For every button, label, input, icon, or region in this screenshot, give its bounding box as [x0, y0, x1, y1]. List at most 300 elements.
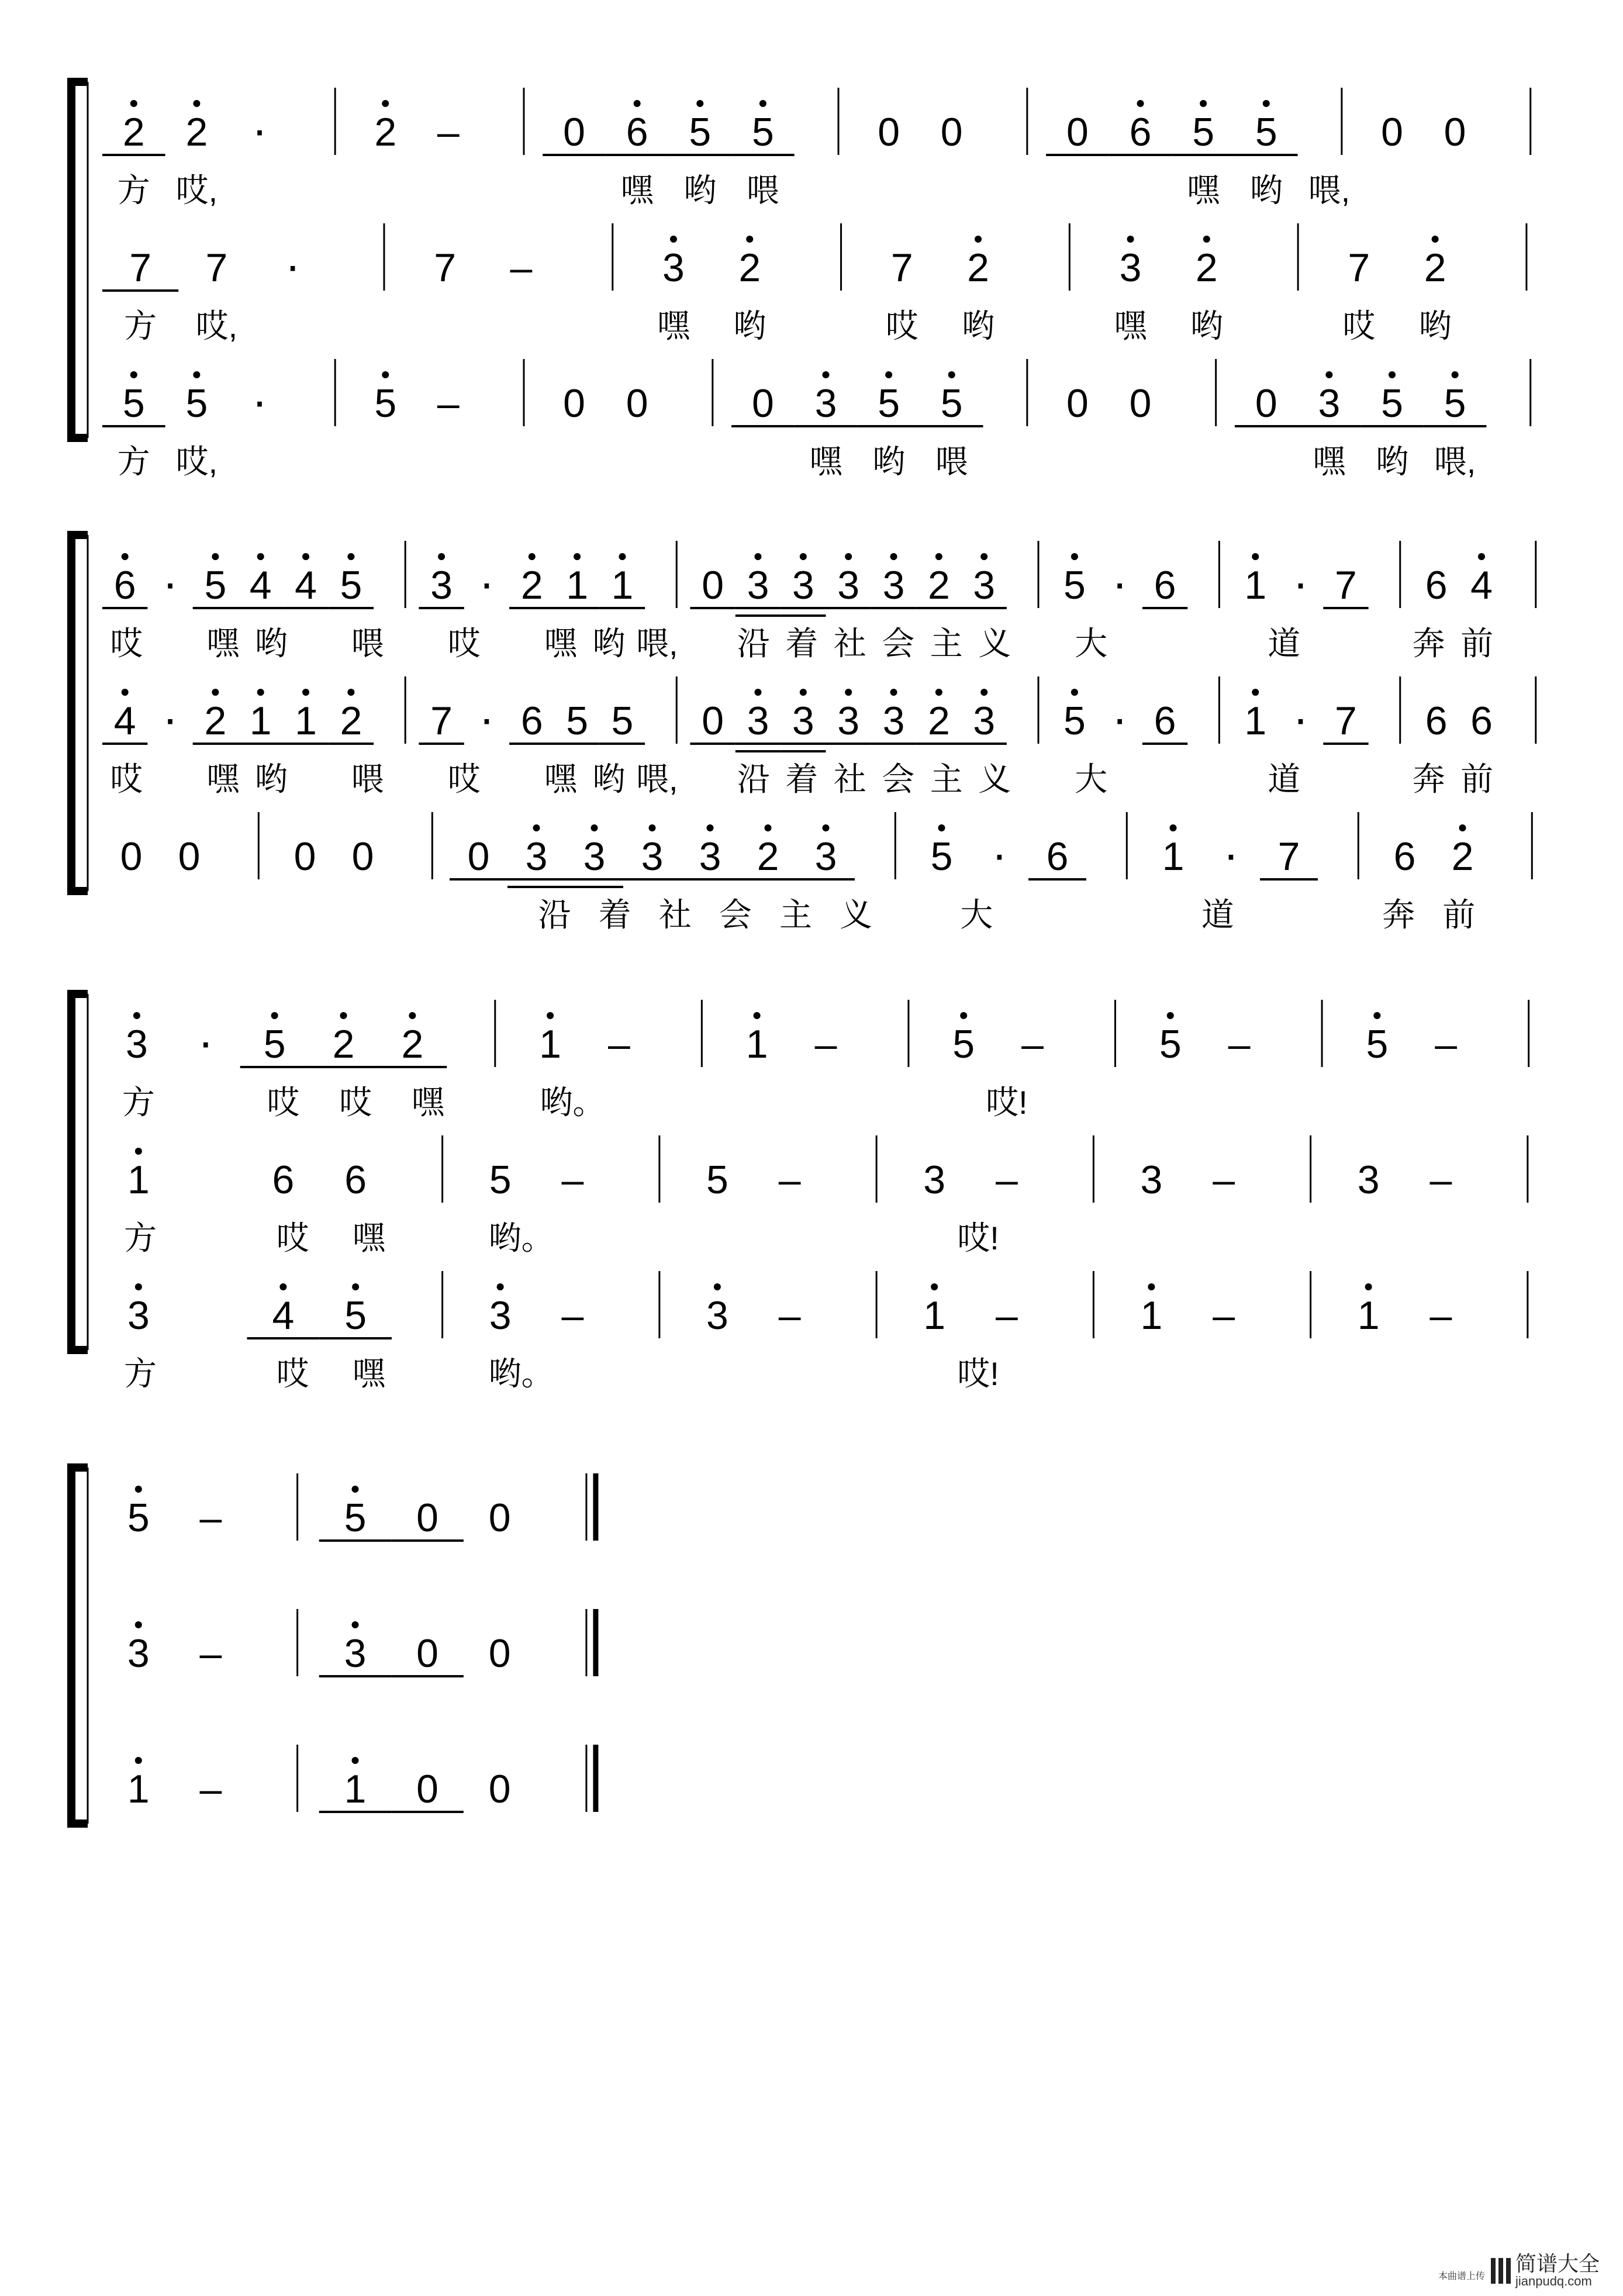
- dash-extension: –: [199, 1631, 222, 1676]
- octave-dot: [634, 100, 641, 107]
- lyric: 社: [833, 625, 866, 662]
- octave-dot: [1373, 1012, 1380, 1019]
- upload-note: 本曲谱上传: [1438, 2271, 1485, 2281]
- staff-1: [102, 541, 1536, 662]
- note: 5: [1063, 699, 1086, 743]
- octave-dot: [1478, 553, 1485, 560]
- octave-dot: [1203, 236, 1210, 243]
- lyric: 会: [719, 896, 752, 933]
- octave-dot: [935, 689, 942, 696]
- note: 5: [185, 381, 208, 426]
- note: 3: [973, 699, 996, 743]
- note: 1: [611, 563, 634, 607]
- lyric: 大: [1075, 625, 1108, 662]
- lyric: 哟: [1249, 172, 1283, 209]
- note: 5: [127, 1496, 150, 1540]
- staff-2: [102, 676, 1536, 797]
- lyric: 哟: [254, 761, 288, 797]
- lyric: 哟: [592, 761, 626, 797]
- lyric: 哎: [110, 761, 143, 797]
- octave-dot: [1263, 100, 1270, 107]
- octave-dot: [759, 100, 766, 107]
- lyric: 嘿: [411, 1084, 444, 1121]
- note: 3: [837, 699, 860, 743]
- note: 6: [1425, 563, 1448, 607]
- octave-dot: [1365, 1283, 1372, 1290]
- lyric: 主: [930, 625, 963, 662]
- lyric: 哟: [1190, 308, 1223, 344]
- octave-dot: [122, 689, 129, 696]
- note: 5: [204, 563, 227, 607]
- octave-dot: [135, 1283, 142, 1290]
- octave-dot: [347, 689, 354, 696]
- octave-dot: [1200, 100, 1207, 107]
- octave-dot: [352, 1757, 359, 1764]
- dot-extension: ·: [162, 557, 178, 609]
- octave-dot: [800, 689, 807, 696]
- note: 0: [416, 1631, 438, 1676]
- lyric: 哟: [1418, 308, 1452, 344]
- note: 5: [263, 1022, 286, 1066]
- lyric: 前: [1460, 761, 1494, 797]
- note: 3: [837, 563, 860, 607]
- note: 2: [340, 699, 362, 743]
- octave-dot: [649, 824, 656, 831]
- octave-dot: [352, 1486, 359, 1493]
- note: 2: [927, 699, 950, 743]
- lyric: 哟。: [540, 1084, 606, 1121]
- octave-dot: [1137, 100, 1144, 107]
- lyric: 喂,: [1434, 443, 1476, 480]
- note: 3: [882, 699, 905, 743]
- note: 6: [272, 1158, 295, 1202]
- octave-dot: [938, 824, 945, 831]
- lyric: 哎: [1342, 308, 1376, 344]
- note: 6: [520, 699, 543, 743]
- note: 4: [272, 1293, 295, 1338]
- system-bracket: [71, 535, 88, 891]
- lyric: 主: [930, 761, 963, 797]
- lyric: 哎: [339, 1084, 372, 1121]
- note: 0: [488, 1496, 511, 1540]
- note: 6: [1154, 563, 1176, 607]
- note: 6: [344, 1158, 367, 1202]
- dash-extension: –: [1021, 1022, 1044, 1066]
- note: 1: [344, 1767, 367, 1811]
- note: 1: [249, 699, 272, 743]
- lyric: 方: [124, 1355, 157, 1392]
- lyric: 喂: [935, 443, 968, 480]
- lyric: 着: [785, 625, 819, 662]
- staff-3: [102, 359, 1531, 480]
- octave-dot: [1170, 824, 1177, 831]
- octave-dot: [302, 553, 309, 560]
- note: 4: [113, 699, 136, 743]
- lyric: 着: [598, 896, 631, 933]
- note: 3: [1119, 246, 1142, 290]
- dot-extension: ·: [1293, 692, 1308, 744]
- note: 0: [1381, 110, 1403, 154]
- note: 3: [1140, 1158, 1163, 1202]
- note: 3: [747, 563, 769, 607]
- dash-extension: –: [437, 110, 460, 154]
- note: 5: [1159, 1022, 1182, 1066]
- note: 7: [434, 246, 457, 290]
- dash-extension: –: [1228, 1022, 1251, 1066]
- lyric: 主: [779, 896, 812, 933]
- note: 3: [430, 563, 453, 607]
- octave-dot: [619, 553, 626, 560]
- note: 3: [706, 1293, 728, 1338]
- lyric: 嘿: [1114, 308, 1147, 344]
- note: 6: [1046, 834, 1069, 879]
- note: 3: [792, 563, 814, 607]
- dash-extension: –: [1429, 1293, 1452, 1338]
- staff-3: [120, 812, 1532, 933]
- lyric: 哟: [962, 308, 995, 344]
- note: 0: [488, 1767, 511, 1811]
- note: 0: [1129, 381, 1152, 426]
- octave-dot: [279, 1283, 286, 1290]
- octave-dot: [975, 236, 982, 243]
- lyric: 嘿: [1313, 443, 1346, 480]
- note: 6: [1393, 834, 1416, 879]
- lyric: 嘿: [657, 308, 690, 344]
- lyric: 社: [833, 761, 866, 797]
- octave-dot: [707, 824, 714, 831]
- note: 1: [295, 699, 317, 743]
- staff-3: [127, 1745, 596, 1812]
- note: 7: [205, 246, 228, 290]
- note: 2: [967, 246, 989, 290]
- lyric: 哎: [885, 308, 918, 344]
- note: 0: [416, 1767, 438, 1811]
- lyric: 喂: [351, 761, 384, 797]
- dot-extension: ·: [198, 1016, 214, 1068]
- dash-extension: –: [1435, 1022, 1458, 1066]
- note: 7: [1335, 699, 1357, 743]
- octave-dot: [890, 689, 897, 696]
- octave-dot: [1071, 689, 1078, 696]
- dot-extension: ·: [251, 375, 268, 427]
- note: 3: [973, 563, 996, 607]
- dot-extension: ·: [1293, 557, 1308, 609]
- lyric: 义: [840, 896, 873, 933]
- dot-extension: ·: [251, 103, 268, 156]
- octave-dot: [302, 689, 309, 696]
- note: 0: [120, 834, 143, 879]
- octave-dot: [122, 553, 129, 560]
- note: 0: [178, 834, 201, 879]
- note: 2: [1451, 834, 1474, 879]
- note: 3: [699, 834, 721, 879]
- note: 1: [539, 1022, 561, 1066]
- note: 3: [814, 834, 837, 879]
- note: 2: [927, 563, 950, 607]
- octave-dot: [382, 100, 389, 107]
- note: 3: [1357, 1158, 1380, 1202]
- note: 0: [416, 1496, 438, 1540]
- site-logo[interactable]: [1491, 2254, 1600, 2288]
- lyric: 前: [1442, 896, 1476, 933]
- octave-dot: [1389, 371, 1396, 378]
- octave-dot: [714, 1283, 721, 1290]
- system-bracket: [71, 994, 88, 1350]
- octave-dot: [352, 1621, 359, 1628]
- note: 2: [204, 699, 227, 743]
- note: 5: [751, 110, 774, 154]
- lyric: 奔: [1412, 761, 1445, 797]
- staff-2: [127, 1609, 596, 1676]
- octave-dot: [130, 100, 137, 107]
- lyric: 道: [1201, 896, 1234, 933]
- lyric: 嘿: [544, 625, 577, 662]
- dash-extension: –: [1429, 1158, 1452, 1202]
- lyric: 哎: [447, 625, 481, 662]
- octave-dot: [340, 1012, 347, 1019]
- note: 3: [525, 834, 548, 879]
- note: 5: [1255, 110, 1277, 154]
- note: 1: [1357, 1293, 1380, 1338]
- note: 5: [374, 381, 397, 426]
- lyric: 喂,: [636, 625, 678, 662]
- staff-2: [102, 223, 1527, 344]
- note: 5: [566, 699, 589, 743]
- octave-dot: [823, 824, 830, 831]
- lyric: 喂: [351, 625, 384, 662]
- note: 3: [662, 246, 685, 290]
- note: 5: [689, 110, 712, 154]
- octave-dot: [948, 371, 955, 378]
- note: 2: [401, 1022, 424, 1066]
- note: 3: [882, 563, 905, 607]
- note: 3: [1318, 381, 1341, 426]
- note: 3: [344, 1631, 367, 1676]
- note: 2: [520, 563, 543, 607]
- octave-dot: [800, 553, 807, 560]
- note: 3: [126, 1022, 148, 1066]
- octave-dot: [1252, 553, 1259, 560]
- octave-dot: [347, 553, 354, 560]
- lyric: 嘿: [206, 761, 240, 797]
- staff-1: [102, 88, 1531, 209]
- octave-dot: [547, 1012, 554, 1019]
- note: 6: [1129, 110, 1152, 154]
- note: 0: [940, 110, 963, 154]
- note: 7: [1335, 563, 1357, 607]
- note: 5: [340, 563, 362, 607]
- octave-dot: [746, 236, 753, 243]
- octave-dot: [257, 553, 264, 560]
- note: 0: [1255, 381, 1277, 426]
- note: 5: [344, 1496, 367, 1540]
- note: 5: [1366, 1022, 1389, 1066]
- dash-extension: –: [778, 1158, 801, 1202]
- lyric: 嘿: [809, 443, 842, 480]
- lyric: 社: [658, 896, 692, 933]
- note: 2: [757, 834, 779, 879]
- lyric: 方: [124, 1220, 157, 1256]
- lyric: 嘿: [352, 1220, 385, 1256]
- octave-dot: [212, 689, 219, 696]
- note: 2: [374, 110, 397, 154]
- dash-extension: –: [995, 1293, 1018, 1338]
- note: 7: [1277, 834, 1300, 879]
- lyric: 奔: [1412, 625, 1445, 662]
- note: 0: [702, 699, 724, 743]
- note: 3: [792, 699, 814, 743]
- lyric: 前: [1460, 625, 1494, 662]
- lyric: 哟。: [488, 1355, 554, 1392]
- system-bracket: [71, 1468, 88, 1824]
- octave-dot: [193, 100, 200, 107]
- note: 0: [751, 381, 774, 426]
- octave-dot: [1325, 371, 1332, 378]
- octave-dot: [1127, 236, 1134, 243]
- note: 3: [814, 381, 837, 426]
- lyric: 哎!: [986, 1084, 1028, 1121]
- octave-dot: [497, 1283, 504, 1290]
- lyric: 哎: [276, 1220, 309, 1256]
- lyric: 哎: [110, 625, 143, 662]
- lyric: 会: [882, 625, 915, 662]
- octave-dot: [193, 371, 200, 378]
- note: 1: [127, 1158, 150, 1202]
- dot-extension: ·: [479, 692, 495, 744]
- octave-dot: [438, 553, 445, 560]
- note: 5: [1444, 381, 1466, 426]
- note: 0: [563, 381, 585, 426]
- note: 3: [923, 1158, 946, 1202]
- octave-dot: [765, 824, 772, 831]
- lyric: 大: [1075, 761, 1108, 797]
- lyric: 义: [978, 761, 1011, 797]
- note: 5: [1381, 381, 1403, 426]
- lyric: 义: [978, 625, 1011, 662]
- lyric: 哎: [276, 1355, 309, 1392]
- octave-dot: [271, 1012, 278, 1019]
- lyric: 道: [1268, 761, 1301, 797]
- staff-1: [122, 1000, 1529, 1121]
- dash-extension: –: [199, 1496, 222, 1540]
- lyric: 方: [117, 443, 150, 480]
- note: 7: [890, 246, 913, 290]
- note: 5: [940, 381, 963, 426]
- dot-extension: ·: [1223, 828, 1239, 880]
- octave-dot: [1432, 236, 1439, 243]
- note: 6: [1154, 699, 1176, 743]
- lyric: 方: [124, 308, 157, 344]
- octave-dot: [135, 1148, 142, 1155]
- dash-extension: –: [199, 1767, 222, 1811]
- note: 1: [745, 1022, 768, 1066]
- lyric: 哟: [872, 443, 906, 480]
- note: 2: [185, 110, 208, 154]
- dot-extension: ·: [1111, 557, 1128, 609]
- note: 2: [1195, 246, 1218, 290]
- note: 0: [626, 381, 648, 426]
- dot-extension: ·: [285, 239, 301, 291]
- octave-dot: [257, 689, 264, 696]
- octave-dot: [130, 371, 137, 378]
- note: 5: [1063, 563, 1086, 607]
- lyric: 哎,: [175, 443, 218, 480]
- lyric: 嘿: [1187, 172, 1220, 209]
- lyric: 哟: [254, 625, 288, 662]
- lyric: 嘿: [544, 761, 577, 797]
- dash-extension: –: [561, 1158, 584, 1202]
- lyric: 哟: [592, 625, 626, 662]
- octave-dot: [845, 689, 852, 696]
- lyric: 奔: [1382, 896, 1415, 933]
- dash-extension: –: [1213, 1293, 1235, 1338]
- staff-3: [124, 1271, 1528, 1392]
- system-bracket: [71, 82, 88, 438]
- octave-dot: [135, 1757, 142, 1764]
- note: 7: [430, 699, 453, 743]
- octave-dot: [823, 371, 830, 378]
- note: 7: [1348, 246, 1370, 290]
- note: 1: [1244, 699, 1267, 743]
- note: 0: [1066, 381, 1089, 426]
- note: 6: [113, 563, 136, 607]
- lyric: 哎,: [195, 308, 238, 344]
- staff-2: [124, 1135, 1528, 1256]
- note: 5: [930, 834, 953, 879]
- dash-extension: –: [437, 381, 460, 426]
- note: 0: [293, 834, 316, 879]
- lyric: 喂,: [636, 761, 678, 797]
- note: 6: [1425, 699, 1448, 743]
- note: 6: [1470, 699, 1493, 743]
- octave-dot: [409, 1012, 416, 1019]
- lyric: 哎,: [175, 172, 218, 209]
- dash-extension: –: [778, 1293, 801, 1338]
- note: 1: [566, 563, 589, 607]
- note: 2: [122, 110, 145, 154]
- lyric: 大: [960, 896, 993, 933]
- octave-dot: [1459, 824, 1466, 831]
- note: 1: [1162, 834, 1185, 879]
- lyric: 哎: [447, 761, 481, 797]
- note: 5: [878, 381, 900, 426]
- note: 2: [1424, 246, 1446, 290]
- octave-dot: [754, 553, 761, 560]
- note: 5: [344, 1293, 367, 1338]
- lyric: 嘿: [352, 1355, 385, 1392]
- lyric: 嘿: [206, 625, 240, 662]
- system-1: [71, 82, 1531, 480]
- lyric: 沿: [737, 625, 770, 662]
- octave-dot: [1452, 371, 1459, 378]
- lyric: 会: [882, 761, 915, 797]
- octave-dot: [885, 371, 892, 378]
- octave-dot: [135, 1486, 142, 1493]
- note: 0: [878, 110, 900, 154]
- note: 5: [122, 381, 145, 426]
- octave-dot: [1071, 553, 1078, 560]
- octave-dot: [935, 553, 942, 560]
- note: 4: [295, 563, 317, 607]
- lyric: 哟。: [488, 1220, 554, 1256]
- octave-dot: [529, 553, 536, 560]
- note: 0: [1444, 110, 1466, 154]
- lyric: 道: [1268, 625, 1301, 662]
- note: 0: [488, 1631, 511, 1676]
- note: 1: [923, 1293, 946, 1338]
- note: 4: [249, 563, 272, 607]
- octave-dot: [1167, 1012, 1174, 1019]
